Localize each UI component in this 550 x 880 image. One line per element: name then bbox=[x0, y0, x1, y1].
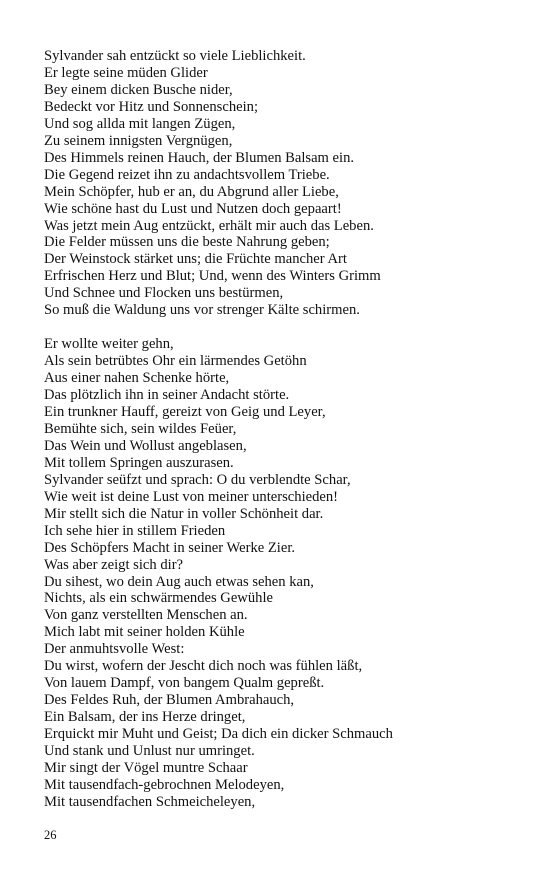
verse-line: Der anmuhtsvolle West: bbox=[44, 641, 185, 658]
verse-line: Und stank und Unlust nur umringet. bbox=[44, 743, 255, 760]
verse-line: Erquickt mir Muht und Geist; Da dich ein dicker Schmauch bbox=[44, 726, 393, 743]
verse-line: Aus einer nahen Schenke hörte, bbox=[44, 370, 230, 387]
verse-line: Mit tausendfach-gebrochnen Melodeyen, bbox=[44, 776, 285, 793]
poem-text bbox=[44, 48, 524, 811]
verse-line: Sylvander seüfzt und sprach: O du verblendte Schar, bbox=[44, 471, 351, 488]
verse-line: Was jetzt mein Aug entzückt, erhält mir auch das Leben. bbox=[44, 217, 374, 234]
verse-line: Die Felder müssen uns die beste Nahrung geben; bbox=[44, 234, 330, 251]
verse-line: Was aber zeigt sich dir? bbox=[44, 556, 184, 573]
verse-line: Von ganz verstellten Menschen an. bbox=[44, 607, 248, 624]
verse-line: Mir singt der Vögel muntre Schaar bbox=[44, 760, 248, 777]
verse-line: Bey einem dicken Busche nider, bbox=[44, 81, 233, 98]
verse-line: Du wirst, wofern der Jescht dich noch was fühlen läßt, bbox=[44, 658, 363, 675]
verse-line: Die Gegend reizet ihn zu andachtsvollem Triebe. bbox=[44, 166, 330, 183]
verse-line: Er legte seine müden Glider bbox=[44, 64, 208, 81]
verse-line: Wie weit ist deine Lust von meiner unterschieden! bbox=[44, 488, 339, 505]
verse-line: Erfrischen Herz und Blut; Und, wenn des Winters Grimm bbox=[44, 268, 381, 285]
verse-line: So muß die Waldung uns vor strenger Kälte schirmen. bbox=[44, 302, 360, 319]
verse-line: Ein trunkner Hauff, gereizt von Geig und Leyer, bbox=[44, 404, 326, 420]
verse-line: Zu seinem innigsten Vergnügen, bbox=[44, 132, 233, 149]
verse-line: Bedeckt vor Hitz und Sonnenschein; bbox=[44, 98, 258, 115]
verse-line: Mich labt mit seiner holden Kühle bbox=[44, 624, 245, 641]
verse-line: Der Weinstock stärket uns; die Früchte mancher Art bbox=[44, 251, 347, 268]
verse-line: Des Himmels reinen Hauch, der Blumen Balsam ein. bbox=[44, 149, 355, 166]
verse-line: Das plötzlich ihn in seiner Andacht störte. bbox=[44, 387, 290, 404]
verse-line: Von lauem Dampf, von bangem Qualm gepreßt. bbox=[44, 675, 325, 692]
verse-line: Das Wein und Wollust angeblasen, bbox=[44, 437, 247, 454]
stanza-2 bbox=[44, 336, 524, 811]
verse-line: Als sein betrübtes Ohr ein lärmendes Getöhn bbox=[44, 353, 307, 370]
verse-line: Mir stellt sich die Natur in voller Schönheit dar. bbox=[44, 505, 324, 522]
verse-line: Mit tausendfachen Schmeicheleyen, bbox=[44, 793, 256, 810]
verse-line: Ein Balsam, der ins Herze dringet, bbox=[44, 709, 246, 726]
verse-line: Nichts, als ein schwärmendes Gewühle bbox=[44, 590, 273, 607]
verse-line: Des Schöpfers Macht in seiner Werke Zier. bbox=[44, 539, 296, 556]
stanza-1 bbox=[44, 48, 524, 319]
verse-line: Sylvander sah entzückt so viele Lieblichkeit. bbox=[44, 48, 306, 64]
verse-line: Wie schöne hast du Lust und Nutzen doch gepaart! bbox=[44, 200, 342, 217]
page-number: 26 bbox=[44, 828, 57, 842]
verse-line: Und Schnee und Flocken uns bestürmen, bbox=[44, 285, 284, 302]
verse-line: Mit tollem Springen auszurasen. bbox=[44, 454, 234, 471]
verse-line: Ich sehe hier in stillem Frieden bbox=[44, 522, 226, 539]
verse-line: Des Feldes Ruh, der Blumen Ambrahauch, bbox=[44, 692, 295, 709]
verse-line: Und sog allda mit langen Zügen, bbox=[44, 115, 236, 132]
verse-line: Bemühte sich, sein wildes Feüer, bbox=[44, 420, 237, 437]
verse-line: Mein Schöpfer, hub er an, du Abgrund aller Liebe, bbox=[44, 183, 339, 200]
verse-line: Du sihest, wo dein Aug auch etwas sehen kan, bbox=[44, 573, 314, 590]
verse-line: Er wollte weiter gehn, bbox=[44, 336, 174, 353]
